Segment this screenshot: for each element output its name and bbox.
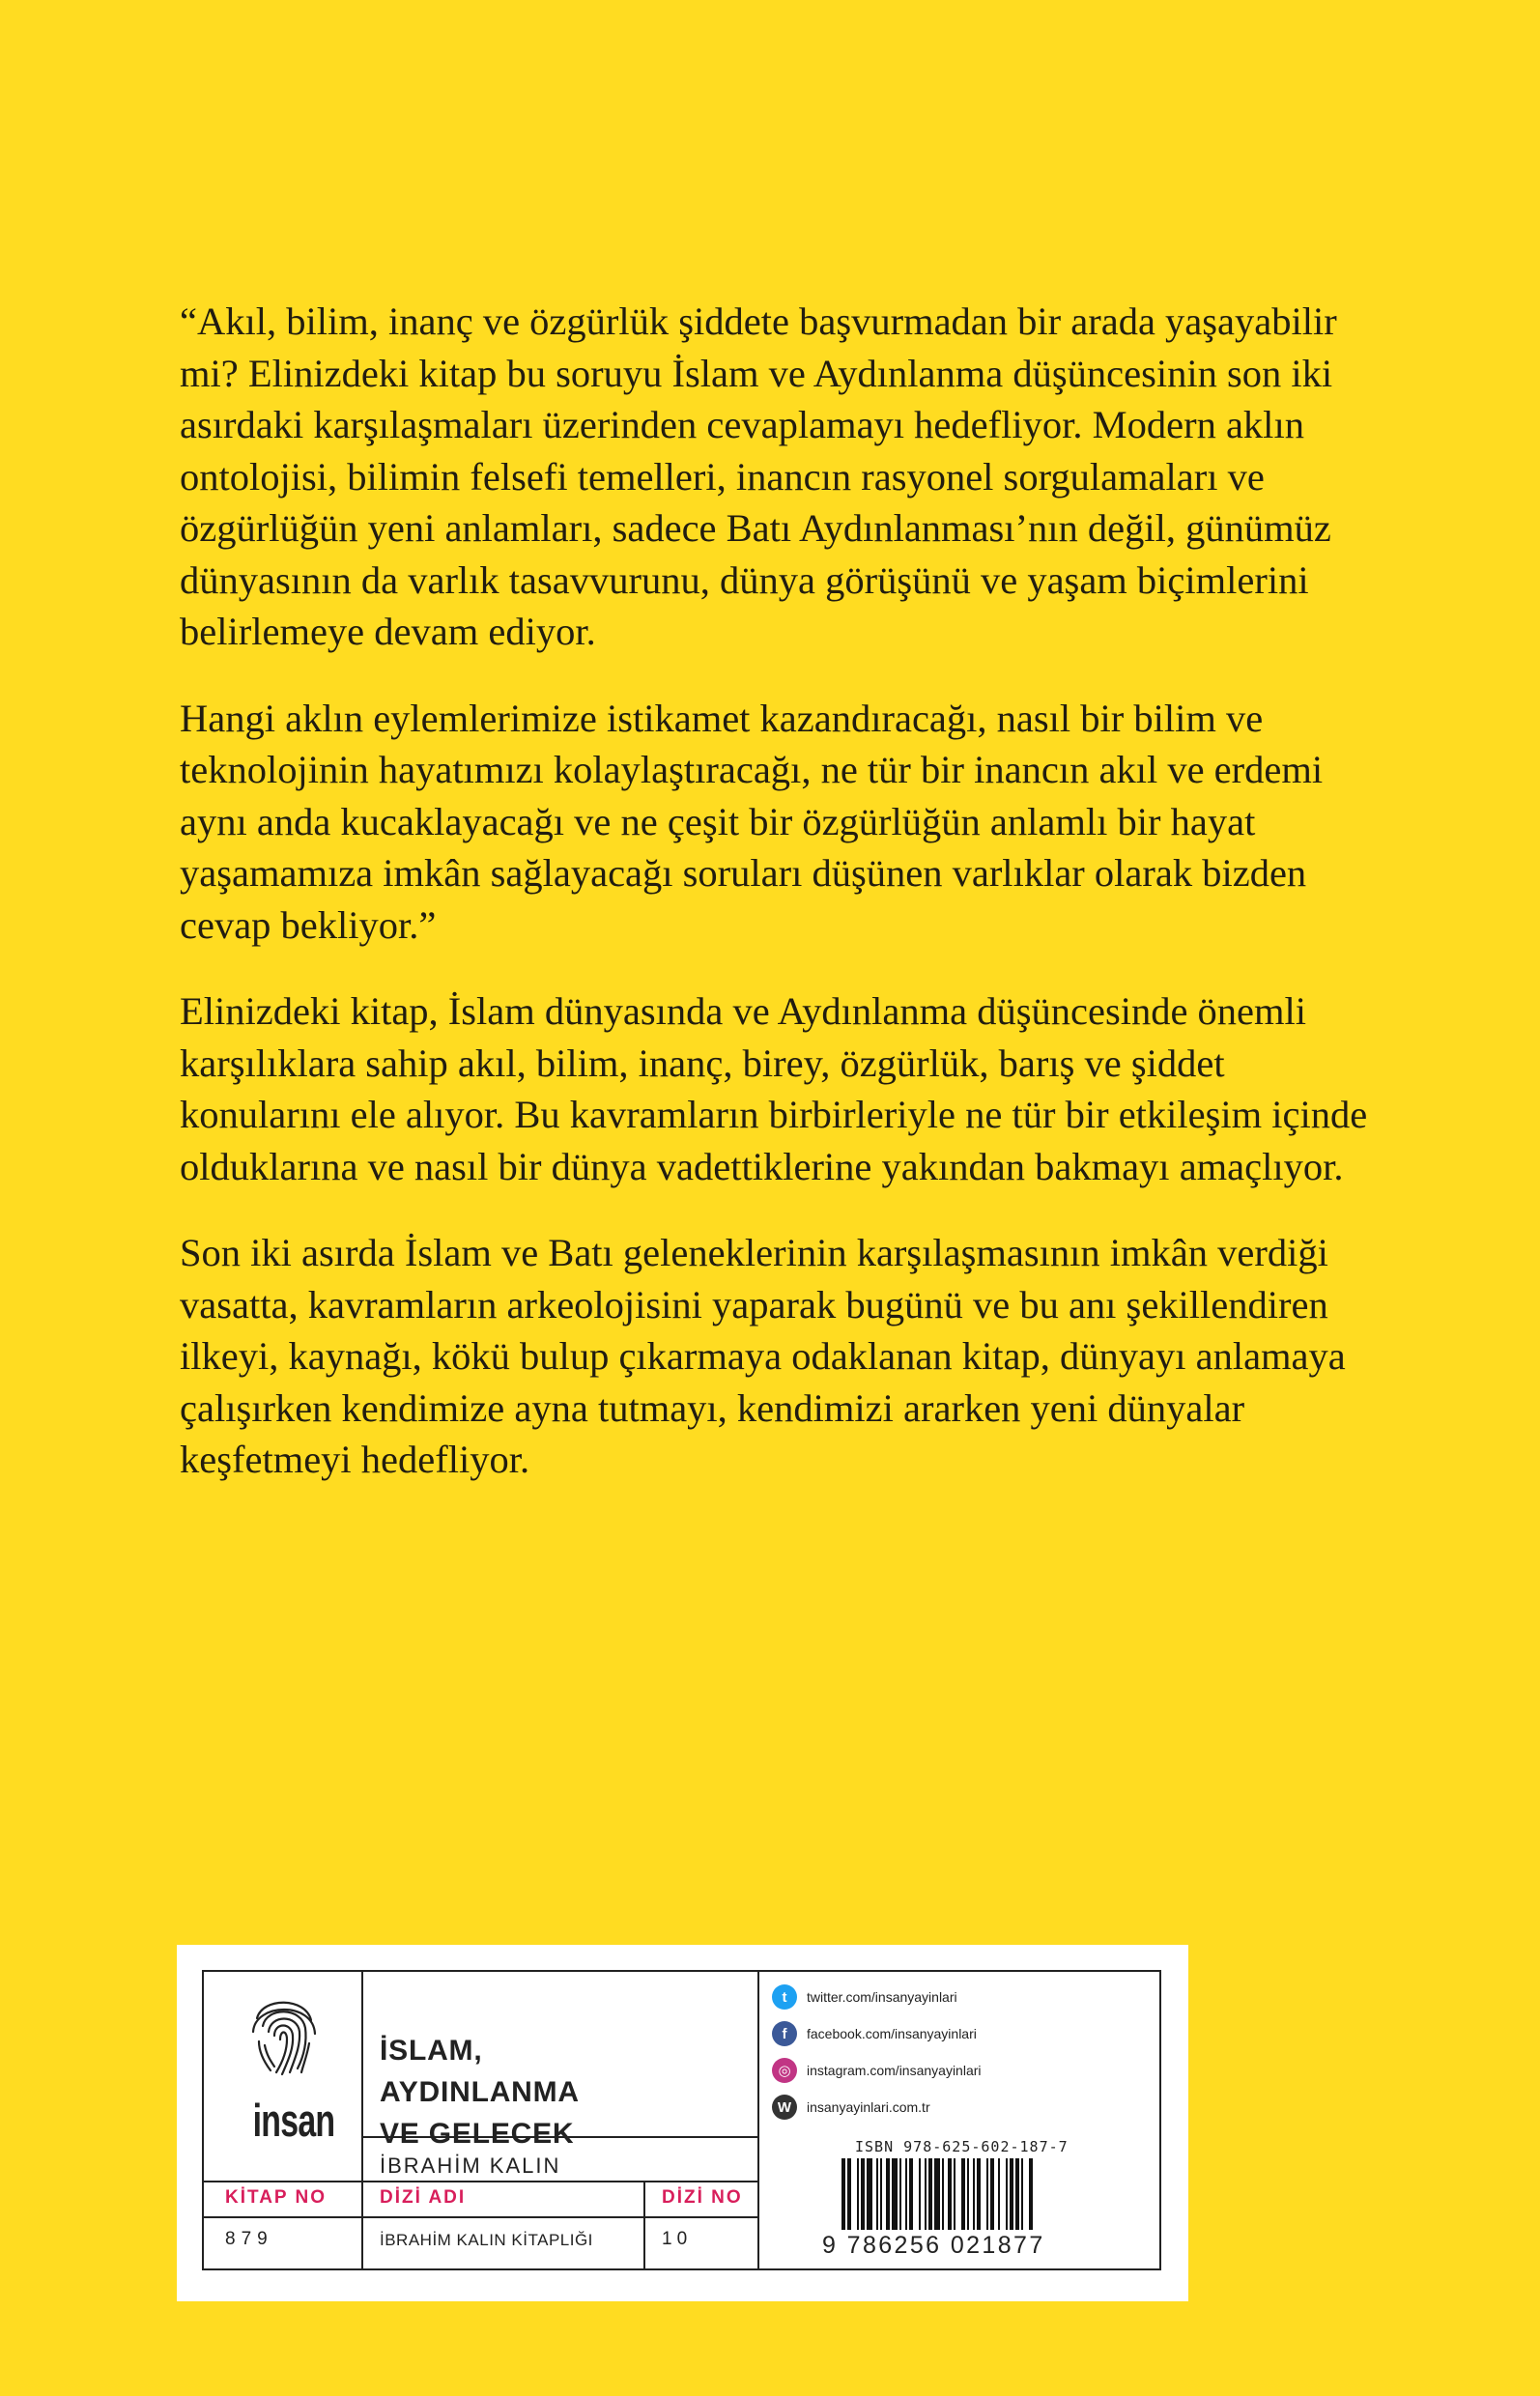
info-frame xyxy=(202,1970,1161,2270)
barcode-bar xyxy=(1006,2158,1008,2230)
social-link-text: insanyayinlari.com.tr xyxy=(807,2099,930,2115)
divider xyxy=(361,1972,363,2268)
barcode-bar xyxy=(977,2158,981,2230)
barcode-bar xyxy=(990,2158,994,2230)
barcode-bar xyxy=(892,2158,898,2230)
barcode-bar xyxy=(954,2158,955,2230)
blurb-paragraph-1: “Akıl, bilim, inanç ve özgürlük şiddete başvurmadan bir arada yaşayabilir mi? Elinizdeki kitap bu soruyu İslam ve Aydınlanma düşüncesinin son iki asırdaki karşılaşmaları üzerinden cevaplamayı hedefliyor. Modern aklın ontolojisi, bilimin felsefi temelleri, inancın rasyonel sorgulamaları ve özgürlüğün yeni anlamları, sadece Batı Aydınlanması’nın değil, günümüz dünyasının da varlık tasavvurunu, dünya görüşünü ve yaşam biçimlerini belirlemeye devam ediyor. xyxy=(180,300,1337,653)
barcode-bar xyxy=(919,2158,921,2230)
blurb-paragraph-3: Elinizdeki kitap, İslam dünyasında ve Aydınlanma düşüncesinde önemli karşılıklara sahip akıl, bilim, inanç, birey, özgürlük, barış ve şiddet konularını ele alıyor. Bu kavramların birbirleriyle ne tür bir etkileşim içinde olduklarına ve nasıl bir dünya vadettiklerine yakından bakmayı amaçlıyor. xyxy=(180,989,1368,1188)
website-icon: W xyxy=(772,2095,797,2120)
barcode-bar xyxy=(934,2158,940,2230)
divider xyxy=(204,2181,757,2182)
barcode-bar xyxy=(925,2158,927,2230)
barcode-bar xyxy=(998,2158,1000,2230)
blurb-paragraph-2: Hangi aklın eylemlerimize istikamet kazandıracağı, nasıl bir bilim ve teknolojinin hayatımızı kolaylaştıracağı, ne tür bir inancın akıl ve erdemi aynı anda kucaklayacağı ve ne çeşit bir özgürlüğün anlamlı bir hayat yaşamamıza imkân sağlayacağı soruları düşünen varlıklar olarak bizden cevap bekliyor.” xyxy=(180,696,1324,947)
social-link-text: facebook.com/insanyayinlari xyxy=(807,2026,977,2041)
barcode-bar xyxy=(909,2158,913,2230)
social-link-instagram[interactable] xyxy=(772,2058,982,2083)
kitap-no-label: KİTAP NO xyxy=(225,2187,328,2208)
barcode-bar xyxy=(857,2158,859,2230)
barcode xyxy=(841,2158,1077,2230)
barcode-bar xyxy=(948,2158,952,2230)
author-name: İBRAHİM KALIN xyxy=(380,2154,561,2178)
barcode-bar xyxy=(1010,2158,1013,2230)
barcode-bar xyxy=(876,2158,878,2230)
barcode-digits: 9 786256 021877 xyxy=(822,2232,1045,2259)
barcode-bar xyxy=(867,2158,872,2230)
barcode-bar xyxy=(886,2158,890,2230)
blurb-paragraph-4: Son iki asırda İslam ve Batı geleneklerinin karşılaşmasının imkân verdiği vasatta, kavramların arkeolojisini yaparak bugünü ve bu anı şekillendiren ilkeyi, kaynağı, kökü bulup çıkarmaya odaklanan kitap, dünyayı anlamaya çalışırken kendimize ayna tutmayı, kendimizi ararken yeni dünyalar keşfetmeyi hedefliyor. xyxy=(180,1231,1346,1481)
barcode-bar xyxy=(1029,2158,1033,2230)
barcode-bar xyxy=(1021,2158,1023,2230)
barcode-bar xyxy=(967,2158,969,2230)
social-link-website[interactable] xyxy=(772,2095,930,2120)
book-title xyxy=(380,2030,660,2154)
barcode-bar xyxy=(961,2158,965,2230)
barcode-bar xyxy=(973,2158,975,2230)
barcode-bar xyxy=(899,2158,901,2230)
facebook-icon: f xyxy=(772,2021,797,2046)
barcode-bar xyxy=(1015,2158,1019,2230)
barcode-bar xyxy=(861,2158,865,2230)
social-link-facebook[interactable] xyxy=(772,2021,977,2046)
divider xyxy=(757,1972,759,2268)
barcode-bar xyxy=(986,2158,988,2230)
back-cover-blurb xyxy=(180,296,1378,1521)
barcode-bar xyxy=(880,2158,882,2230)
barcode-bar xyxy=(905,2158,907,2230)
barcode-bar xyxy=(928,2158,932,2230)
book-title-line-1: İSLAM, AYDINLANMA xyxy=(380,2035,580,2108)
instagram-icon: ◎ xyxy=(772,2058,797,2083)
fingerprint-icon xyxy=(247,1989,321,2078)
divider xyxy=(643,2181,645,2268)
social-link-text: twitter.com/insanyayinlari xyxy=(807,1989,957,2005)
dizi-adi-value: İBRAHİM KALIN KİTAPLIĞI xyxy=(380,2231,593,2249)
barcode-bar xyxy=(942,2158,944,2230)
isbn-label: ISBN 978-625-602-187-7 xyxy=(855,2138,1069,2155)
divider xyxy=(204,2216,757,2218)
dizi-adi-label: DİZİ ADI xyxy=(380,2187,467,2208)
social-link-text: instagram.com/insanyayinlari xyxy=(807,2063,982,2078)
barcode-bar xyxy=(841,2158,845,2230)
dizi-no-value: 10 xyxy=(662,2229,693,2249)
book-title-line-2: VE GELECEK xyxy=(380,2118,575,2150)
publisher-logo-text: insan xyxy=(252,2095,335,2146)
twitter-icon: t xyxy=(772,1984,797,2010)
info-panel xyxy=(177,1945,1188,2301)
dizi-no-label: DİZİ NO xyxy=(662,2187,743,2208)
barcode-bar xyxy=(847,2158,851,2230)
kitap-no-value: 879 xyxy=(225,2229,273,2249)
social-link-twitter[interactable] xyxy=(772,1984,957,2010)
